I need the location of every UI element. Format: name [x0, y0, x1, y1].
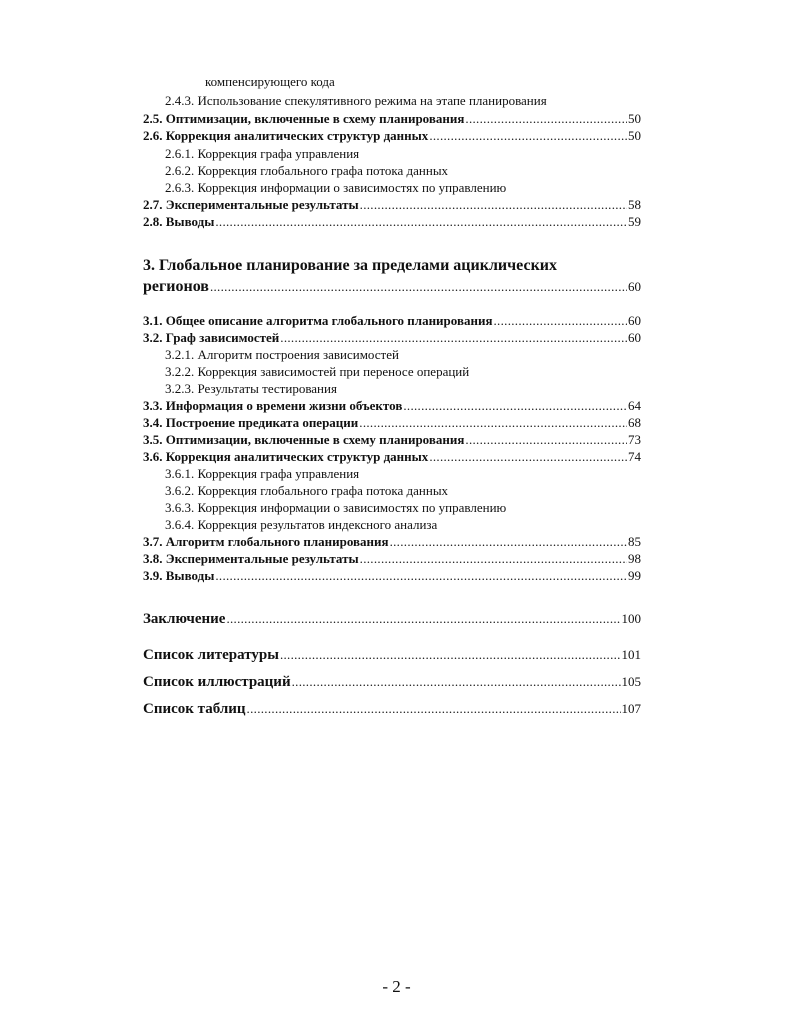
toc-entry-conclusion: Заключение ..... 100 — [143, 610, 641, 628]
leader-dots — [360, 551, 627, 567]
toc-chapter-3-title: 3. Глобальное планирование за пределами ациклических — [143, 257, 557, 274]
leader-dots — [280, 330, 627, 346]
leader-dots — [429, 128, 627, 144]
toc-entry-3-8: 3.8. Экспериментальные результаты ..... 98 — [143, 551, 641, 567]
toc-entry-3-1: 3.1. Общее описание алгоритма глобального планирования ..... 60 — [143, 313, 641, 329]
toc-entry-3-5: 3.5. Оптимизации, включенные в схему планирования ..... 73 — [143, 432, 641, 448]
toc-entry-2-6: 2.6. Коррекция аналитических структур данных ..... 50 — [143, 128, 641, 144]
toc-entry-3-3: 3.3. Информация о времени жизни объектов ..... 64 — [143, 398, 641, 414]
toc-entry-tables: Список таблиц ..... 107 — [143, 700, 641, 718]
toc-entry-2-6-2: 2.6.2. Коррекция глобального графа потока данных — [165, 163, 449, 178]
toc-entry-3-6-2: 3.6.2. Коррекция глобального графа потока данных — [165, 483, 449, 498]
leader-dots — [215, 214, 627, 230]
toc-entry-3-2-3: 3.2.3. Результаты тестирования — [165, 381, 337, 396]
toc-entry-2-8: 2.8. Выводы ..... 59 — [143, 214, 641, 230]
toc-entry-3-6-3: 3.6.3. Коррекция информации о зависимостях по управлению — [165, 500, 507, 515]
toc-entry-3-7: 3.7. Алгоритм глобального планирования ..... 85 — [143, 534, 641, 550]
toc-entry-references: Список литературы ..... 101 — [143, 646, 641, 664]
leader-dots — [210, 277, 627, 297]
leader-dots — [360, 197, 627, 213]
leader-dots — [280, 646, 621, 664]
leader-dots — [494, 313, 628, 329]
toc-entry-2-5: 2.5. Оптимизации, включенные в схему планирования ..... 50 — [143, 111, 641, 127]
toc-entry-3-2-1: 3.2.1. Алгоритм построения зависимостей — [165, 347, 399, 362]
leader-dots — [359, 415, 627, 431]
leader-dots — [247, 700, 621, 718]
toc-entry-3-6-1: 3.6.1. Коррекция графа управления — [165, 466, 360, 481]
leader-dots — [429, 449, 627, 465]
toc-entry-3-6-4: 3.6.4. Коррекция результатов индексного анализа — [165, 517, 438, 532]
toc-entry-2-6-1: 2.6.1. Коррекция графа управления — [165, 146, 360, 161]
toc-entry-2-6-3: 2.6.3. Коррекция информации о зависимостях по управлению — [165, 180, 507, 195]
toc-entry-3-2-2: 3.2.2. Коррекция зависимостей при переносе операций — [165, 364, 470, 379]
leader-dots — [292, 673, 621, 691]
leader-dots — [390, 534, 627, 550]
toc-entry-illustrations: Список иллюстраций ..... 105 — [143, 673, 641, 691]
toc-entry-3-9: 3.9. Выводы ..... 99 — [143, 568, 641, 584]
toc-entry-continuation: компенсирующего кода — [205, 74, 335, 89]
toc-entry-2-7: 2.7. Экспериментальные результаты ..... 58 — [143, 197, 641, 213]
leader-dots — [215, 568, 627, 584]
leader-dots — [465, 111, 627, 127]
toc-entry-2-4-3: 2.4.3. Использование спекулятивного режима на этапе планирования — [165, 93, 547, 108]
toc-entry-3-6: 3.6. Коррекция аналитических структур данных ..... 74 — [143, 449, 641, 465]
toc-entry-3-2: 3.2. Граф зависимостей ..... 60 — [143, 330, 641, 346]
leader-dots — [226, 610, 620, 628]
toc-entry-3-4: 3.4. Построение предиката операции ..... 68 — [143, 415, 641, 431]
toc-chapter-3: регионов ..... 60 — [143, 277, 641, 297]
page-number: - 2 - — [382, 977, 411, 996]
leader-dots — [465, 432, 627, 448]
leader-dots — [403, 398, 627, 414]
